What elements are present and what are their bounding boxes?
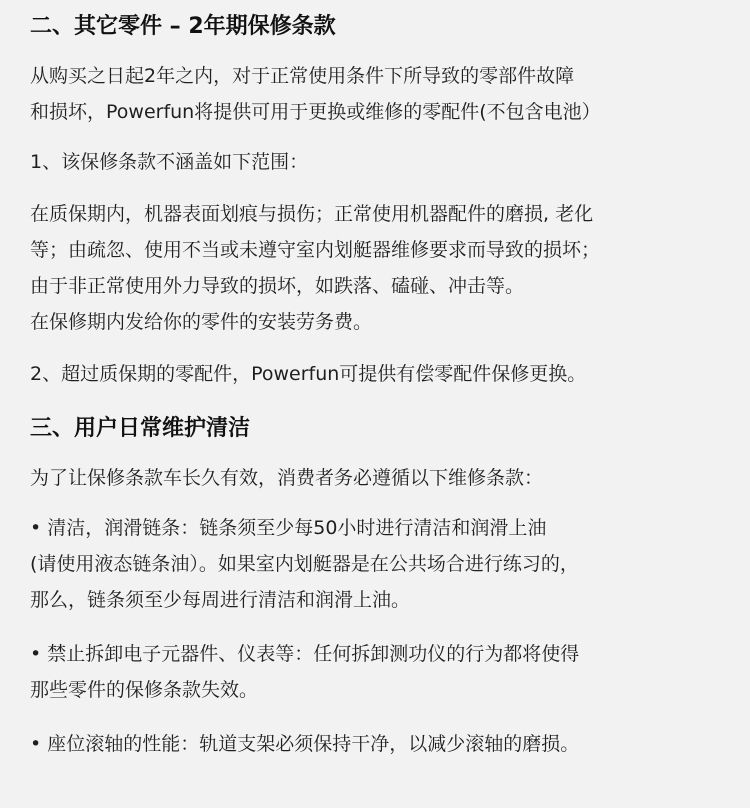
bullet-line: 那些零件的保修条款失效。	[30, 679, 259, 701]
section-three-intro: 为了让保修条款车长久有效，消费者务必遵循以下维修条款：	[30, 467, 544, 489]
bullet-line: • 清洁，润滑链条：链条须至少每50小时进行清洁和润滑上油	[30, 517, 547, 539]
intro-line: 从购买之日起2年之内，对于正常使用条件下所导致的零部件故障	[30, 65, 575, 87]
bullet-line: 那么，链条须至少每周进行清洁和润滑上油。	[30, 589, 411, 611]
section-two-heading: 二、其它零件 – 2年期保修条款	[30, 14, 336, 39]
intro-line: 和损坏，Powerfun将提供可用于更换或维修的零配件(不包含电池）	[30, 101, 601, 123]
maintenance-bullet-chain	[30, 510, 720, 618]
exclusion-line: 在保修期内发给你的零件的安装劳务费。	[30, 311, 373, 333]
maintenance-bullet-electronics	[30, 636, 720, 708]
exclusions-list	[30, 196, 720, 340]
section-three-heading: 三、用户日常维护清洁	[30, 416, 251, 441]
maintenance-bullet-seat-roller: • 座位滚轴的性能：轨道支架必须保持干净，以减少滚轴的磨损。	[30, 733, 580, 755]
bullet-line: • 禁止拆卸电子元器件、仪表等：任何拆卸测功仪的行为都将使得	[30, 643, 580, 665]
exclusion-line: 等；由疏忽、使用不当或未遵守室内划艇器维修要求而导致的损坏；	[30, 239, 601, 261]
exclusion-line: 在质保期内，机器表面划痕与损伤；正常使用机器配件的磨损, 老化	[30, 203, 594, 225]
section-two-intro	[30, 58, 720, 130]
exclusion-line: 由于非正常使用外力导致的损坏，如跌落、磕碰、冲击等。	[30, 275, 525, 297]
bullet-line: (请使用液态链条油）。如果室内划艇器是在公共场合进行练习的，	[30, 553, 579, 575]
paid-replacement-clause: 2、超过质保期的零配件，Powerfun可提供有偿零配件保修更换。	[30, 363, 587, 385]
exclusions-title: 1、该保修条款不涵盖如下范围：	[30, 151, 309, 173]
